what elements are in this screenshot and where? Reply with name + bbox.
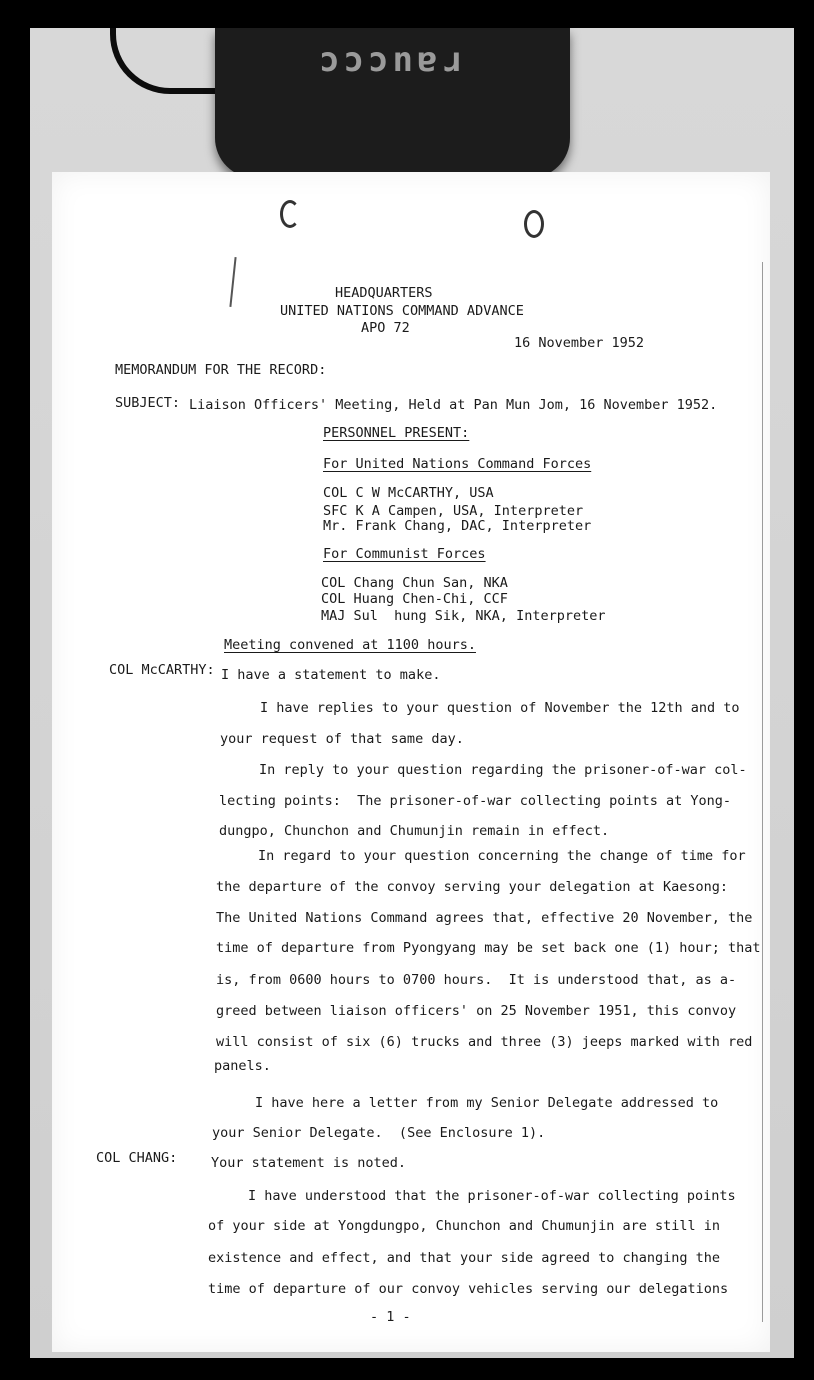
- header-line3: APO 72: [361, 320, 410, 336]
- cf-member: COL Chang Chun San, NKA: [321, 575, 508, 591]
- body-line: lecting points: The prisoner-of-war collecting points at Yong-: [219, 793, 732, 809]
- body-line: existence and effect, and that your side agreed to changing the: [208, 1250, 721, 1266]
- body-line: I have here a letter from my Senior Delegate addressed to: [255, 1095, 719, 1111]
- speaker-mccarthy: COL McCARTHY:: [109, 662, 215, 678]
- memo-page: [52, 172, 770, 1352]
- body-line: your Senior Delegate. (See Enclosure 1).: [212, 1125, 546, 1141]
- margin-line: [762, 262, 763, 1322]
- memo-title: MEMORANDUM FOR THE RECORD:: [115, 362, 327, 378]
- un-member: COL C W McCARTHY, USA: [323, 485, 494, 501]
- header-line2: UNITED NATIONS COMMAND ADVANCE: [280, 303, 524, 319]
- un-member: SFC K A Campen, USA, Interpreter: [323, 503, 584, 519]
- header-line1: HEADQUARTERS: [335, 285, 433, 301]
- body-line: dungpo, Chunchon and Chumunjin remain in effect.: [219, 823, 610, 839]
- body-line: your request of that same day.: [220, 731, 464, 747]
- clip-stamp-logo: ɔɔɔnɐɹ: [319, 40, 466, 80]
- personnel-heading: PERSONNEL PRESENT:: [323, 425, 470, 441]
- subject-label: SUBJECT:: [115, 395, 181, 411]
- body-line: the departure of the convoy serving your delegation at Kaesong:: [216, 879, 729, 895]
- cf-member: COL Huang Chen-Chi, CCF: [321, 591, 508, 607]
- body-line: I have replies to your question of November the 12th and to: [260, 700, 740, 716]
- body-line: is, from 0600 hours to 0700 hours. It is understood that, as a-: [216, 972, 737, 988]
- body-line: In reply to your question regarding the prisoner-of-war col-: [259, 762, 747, 778]
- body-line: I have understood that the prisoner-of-war collecting points: [248, 1188, 736, 1204]
- communist-forces-heading: For Communist Forces: [323, 546, 486, 562]
- body-line: time of departure of our convoy vehicles serving our delegations: [208, 1281, 729, 1297]
- body-line: of your side at Yongdungpo, Chunchon and Chumunjin are still in: [208, 1218, 721, 1234]
- cf-member: MAJ Sul hung Sik, NKA, Interpreter: [321, 608, 606, 624]
- body-line: will consist of six (6) trucks and three (3) jeeps marked with red: [216, 1034, 753, 1050]
- body-line: The United Nations Command agrees that, effective 20 November, the: [216, 910, 753, 926]
- pencil-mark: [229, 257, 236, 307]
- body-line: time of departure from Pyongyang may be set back one (1) hour; that: [216, 940, 761, 956]
- body-line: In regard to your question concerning the change of time for: [258, 848, 746, 864]
- body-line: I have a statement to make.: [221, 667, 441, 683]
- un-forces-heading: For United Nations Command Forces: [323, 456, 592, 472]
- page-number: - 1 -: [370, 1309, 411, 1325]
- body-line: panels.: [214, 1058, 271, 1074]
- meeting-convened: Meeting convened at 1100 hours.: [224, 637, 476, 653]
- punch-hole-left: [280, 200, 300, 228]
- body-line: Your statement is noted.: [211, 1155, 407, 1171]
- subject-text: Liaison Officers' Meeting, Held at Pan Mun Jom, 16 November 1952.: [189, 397, 718, 413]
- binder-clip: [215, 28, 570, 178]
- un-member: Mr. Frank Chang, DAC, Interpreter: [323, 518, 592, 534]
- body-line: greed between liaison officers' on 25 November 1951, this convoy: [216, 1003, 737, 1019]
- punch-hole-right: [524, 210, 544, 238]
- speaker-chang: COL CHANG:: [96, 1150, 178, 1166]
- memo-date: 16 November 1952: [514, 335, 645, 351]
